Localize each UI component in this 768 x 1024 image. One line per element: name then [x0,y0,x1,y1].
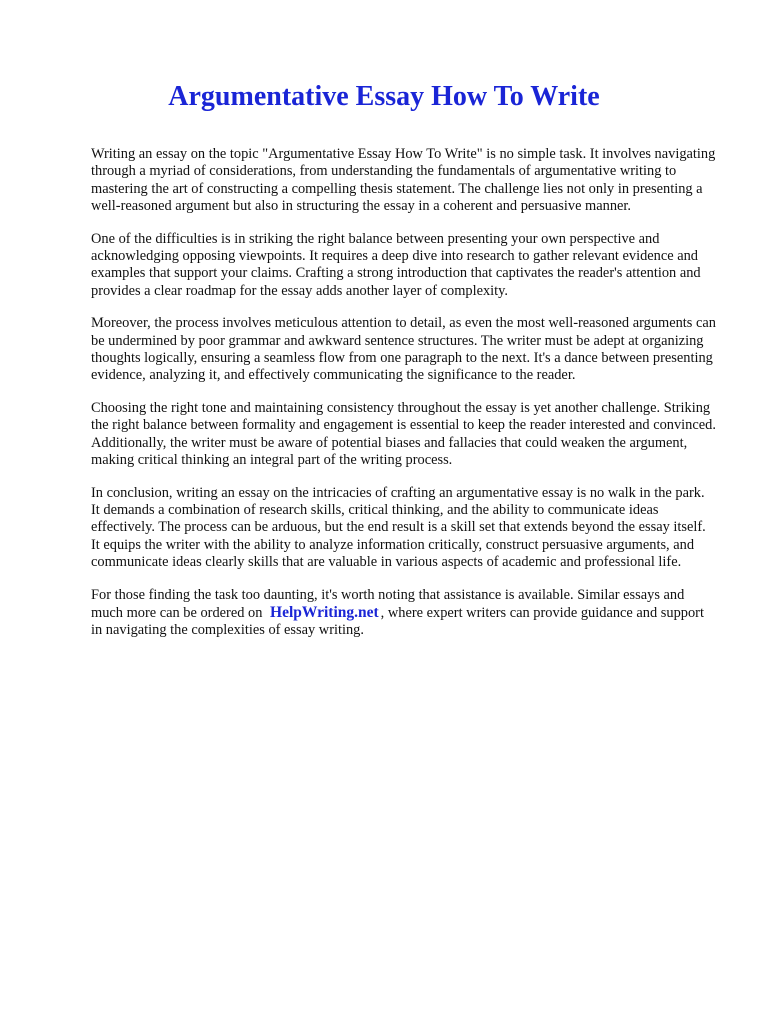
paragraph-6 [91,587,716,640]
paragraph-1: Writing an essay on the topic "Argumentative Essay How To Write" is no simple task. It involves navigating through a myriad of considerations, from understanding the fundamentals of argumentative writing to mastering the art of constructing a compelling thesis statement. The challenge lies not only in presenting a well-reasoned argument but also in structuring the essay in a coherent and persuasive manner. [91,146,716,215]
paragraph-4: Choosing the right tone and maintaining consistency throughout the essay is yet another challenge. Striking the right balance between formality and engagement is essential to keep the reader interested and convinced. Additionally, the writer must be aware of potential biases and fallacies that could weaken the argument, making critical thinking an integral part of the writing process. [91,399,716,469]
paragraph-5: In conclusion, writing an essay on the intricacies of crafting an argumentative essay is no walk in the park. It demands a combination of research skills, critical thinking, and the ability to communicate ideas effectively. The process can be arduous, but the end result is a skill set that extends beyond the essay itself. It equips the writer with the ability to analyze information critically, construct persuasive arguments, and communicate ideas clearly skills that are valuable in various aspects of academic and professional life. [91,484,706,571]
helpwriting-link[interactable]: HelpWriting.net [270,603,379,621]
paragraph-6-text-before-link: For those finding the task too daunting, it's worth noting that assistance is available. Similar essays and much more can be ordered on [91,586,685,621]
paragraph-3: Moreover, the process involves meticulous attention to detail, as even the most well-reasoned arguments can be undermined by poor grammar and awkward sentence structures. The writer must be adept at organizing thoughts logically, ensuring a seamless flow from one paragraph to the next. It's a dance between presenting evidence, analyzing it, and effectively communicating the significance to the reader. [91,315,716,384]
document-body [91,146,716,655]
paragraph-2: One of the difficulties is in striking the right balance between presenting your own perspective and acknowledging opposing viewpoints. It requires a deep dive into research to gather relevant evidence and examples that support your claims. Crafting a strong introduction that captivates the reader's attention and provides a clear roadmap for the essay adds another layer of complexity. [91,230,701,299]
paragraph-6-text-after-link: , where expert writers can provide guidance and support in navigating the complexities of essay writing. [91,604,704,639]
document-title: Argumentative Essay How To Write [168,81,600,112]
